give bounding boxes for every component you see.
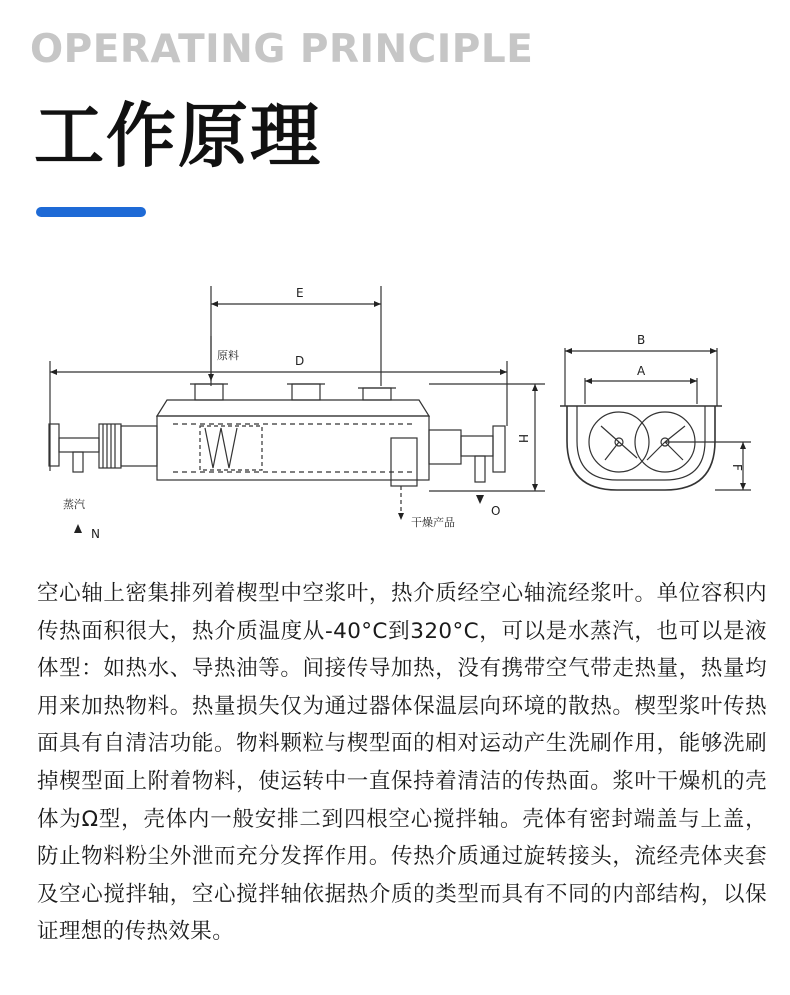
inlet-nozzle-2 [292,384,320,400]
section-eyebrow: OPERATING PRINCIPLE [30,27,534,72]
right-flange [493,426,505,472]
dryer-drawing [45,276,755,566]
outlet-o-arrow [476,495,484,504]
discharge-housing [391,438,417,486]
paddle-left [601,426,637,460]
right-bearing [429,430,461,464]
vent-nozzle [363,388,391,400]
label-o: O [491,504,501,518]
label-d: D [295,354,305,368]
label-steam: 蒸汽 [63,498,85,511]
dryer-diagram [45,276,755,566]
label-f: F [730,464,744,471]
steam-n-arrow [74,524,82,533]
label-e: E [296,286,304,300]
paddle-blades [205,428,237,468]
label-raw-material: 原料 [217,349,239,362]
label-b: B [637,333,646,347]
inlet-nozzle-1 [195,384,223,400]
page-title: 工作原理 [34,95,322,177]
rotary-joint-left [99,424,121,468]
principle-description: 空心轴上密集排列着楔型中空浆叶，热介质经空心轴流经浆叶。单位容积内传热面积很大，热介质温度从-40°C到320°C，可以是水蒸汽，也可以是液体型：如热水、导热油等。间接传导加热，没有携带空气带走热量，热量均用来加热物料。热量损失仅为通过器体保温层向环境的散热。楔型浆叶传热面具有自清洁功能。物料颗粒与楔型面的相对运动产生洗刷作用，能够洗刷掉楔型面上附着物料，使运转中一直保持着清洁的传热面。浆叶干燥机的壳体为Ω型，壳体内一般安排二到四根空心搅拌轴。壳体有密封端盖与上盖，防止物料粉尘外泄而充分发挥作用。传热介质通过旋转接头，流经壳体夹套及空心搅拌轴，空心搅拌轴依据热介质的类型而具有不同的内部结构，以保证理想的传热效果。 [37,581,767,945]
label-dry-product: 干燥产品 [411,516,455,529]
label-h: H [516,434,530,444]
label-n: N [91,527,100,541]
left-bearing [121,426,157,466]
shell-top-cover [157,400,429,416]
label-a: A [637,364,646,378]
title-accent-bar [36,207,146,217]
left-pipe [59,438,99,452]
paddle-right [647,426,685,460]
dryer-shell [157,416,429,480]
right-pipe [461,436,493,456]
